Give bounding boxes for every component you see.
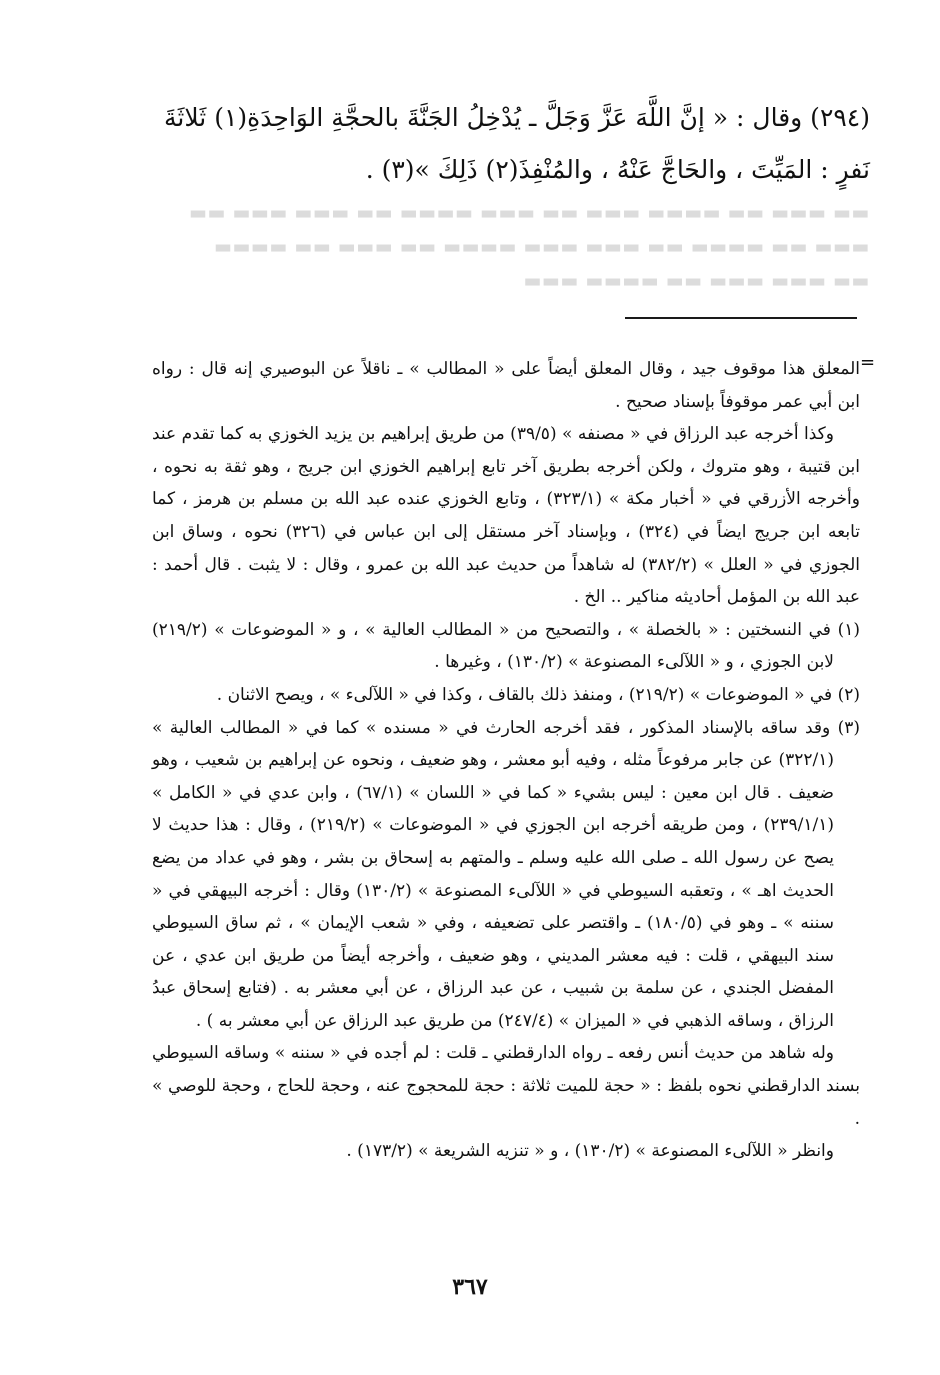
footnote-1: (١) في النسختين : « بالخصلة » ، والتصحيح من « المطالب العالية » ، و « الموضوعات » (٢١٩/٢) لابن الجوزي ، و « اللآلىء المصنوعة » (١٣٠/٢) ، وغيرها . [152,619,860,673]
hadith-line: نَفرٍ : المَيِّتَ ، والحَاجَّ عَنْهُ ، والمُنْفِذَ(٢) ذَلِكَ »(٣) . [365,155,870,184]
footnote-2: (٢) في « الموضوعات » (٢١٩/٢) ، ومنفذ ذلك بالقاف ، وكذا في « اللآلىء » ، ويصح الاثنان . [216,684,860,705]
page-number: ٣٦٧ [452,1274,488,1300]
footnote-separator [625,317,857,319]
hadith-line: (٢٩٤) وقال : « إنَّ اللَّهَ عَزَّ وَجَلَّ ـ يُدْخِلُ الجَنَّةَ بالحجَّةِ الوَاحِدَةِ(١) ثَلاثَةَ [164,103,870,132]
hadith-text [150,92,870,196]
footnote-paragraph: وكذا أخرجه عبد الرزاق في « مصنفه » (٣٩/٥) من طريق إبراهيم بن يزيد الخوزي به كما تقدم عند ابن قتيبة ، وهو متروك ، ولكن أخرجه بطريق آخر تابع إبراهيم الخوزي ابن جريج ، وهو ثقة به نحوه ، وأخرجه الأزرقي في « أخبار مكة » (٣٢٣/١) ، وتابع الخوزي عنده عبد الله بن مسلم بن هرمز ، كما تابعه ابن جريج ايضاً في (٣٢٤) ، وبإسناد آخر مستقل إلى ابن عباس في (٣٢٦) نحوه ، وساق ابن الجوزي في « العلل » (٣٨٢/٢) له شاهداً من حديث عبد الله بن عمرو ، وقال : لا يثبت . قال أحمد : عبد الله بن المؤمل أحاديثه مناكير .. الخ . [152,424,861,608]
bleed-through-text: ▬▬ ▬▬▬ ▬▬ ▬▬▬▬ ▬▬▬ ▬▬ ▬▬▬ ▬▬▬▬ ▬▬ ▬▬▬ ▬▬▬ ▬▬ ▬▬▬ ▬▬ ▬▬▬▬ ▬▬ ▬▬▬ ▬▬▬ ▬▬▬▬ ▬▬ ▬▬▬ ▬▬ ▬▬▬▬ ▬▬ ▬▬▬ ▬▬▬ ▬▬ ▬▬▬▬ ▬▬▬ [189,202,870,292]
continuation-marker: = [860,352,876,373]
footnote-paragraph: وانظر « اللآلىء المصنوعة » (١٣٠/٢) ، و « تنزيه الشريعة » (١٧٣/٢) . [346,1141,834,1162]
footnotes [152,353,860,1168]
footnote-paragraph: وله شاهد من حديث أنس رفعه ـ رواه الدارقطني ـ قلت : لم أجده في « سننه » وساقه السيوطي بسند الدارقطني نحوه بلفظ : « حجة للميت ثلاثة : حجة للمحجوج عنه ، وحجة للحاج ، وحجة للوصي » . [152,1043,860,1129]
footnote-3: (٣) وقد ساقه بالإسناد المذكور ، فقد أخرجه الحارث في « مسنده » كما في « المطالب العالية » (٣٢٢/١) عن جابر مرفوعاً مثله ، وفيه أبو معشر ، وهو ضعيف ، ونحوه عن إبراهيم بن شعيب ، وهو ضعيف . قال ابن معين : ليس بشيء « كما في « اللسان » (٦٧/١) ، وابن عدي في « الكامل » (٢٣٩/١/١) ، ومن طريقه أخرجه ابن الجوزي في « الموضوعات » (٢١٩/٢) ، وقال : هذا حديث لا يصح عن رسول الله ـ صلى الله عليه وسلم ـ والمتهم به إسحاق بن بشر ، وهو في عداد من يضع الحديث اهـ » ، وتعقبه السيوطي في « اللآلىء المصنوعة » (١٣٠/٢) وقال : أخرجه البيهقي في « سننه » ـ وهو في (١٨٠/٥) ـ واقتصر على تضعيفه ، وفي « شعب الإيمان » ، ثم ساق السيوطي سند البيهقي ، قلت : فيه معشر المديني ، وهو ضعيف ، وأخرجه أيضاً من طريق ابن عدي ، عن المفضل الجندي ، عن سلمة بن شبيب ، عن عبد الرزاق ، عن أبي معشر به . (فتابع إسحاق عبدُ الرزاق ، وساقه الذهبي في « الميزان » (٢٤٧/٤) من طريق عبد الرزاق عن أبي معشر به ) . [152,717,860,1031]
footnote-paragraph: المعلق هذا موقوف جيد ، وقال المعلق أيضاً على « المطالب » ـ ناقلاً عن البوصيري إنه قال : رواه ابن أبي عمر موقوفاً بإسناد صحيح . [152,359,860,412]
